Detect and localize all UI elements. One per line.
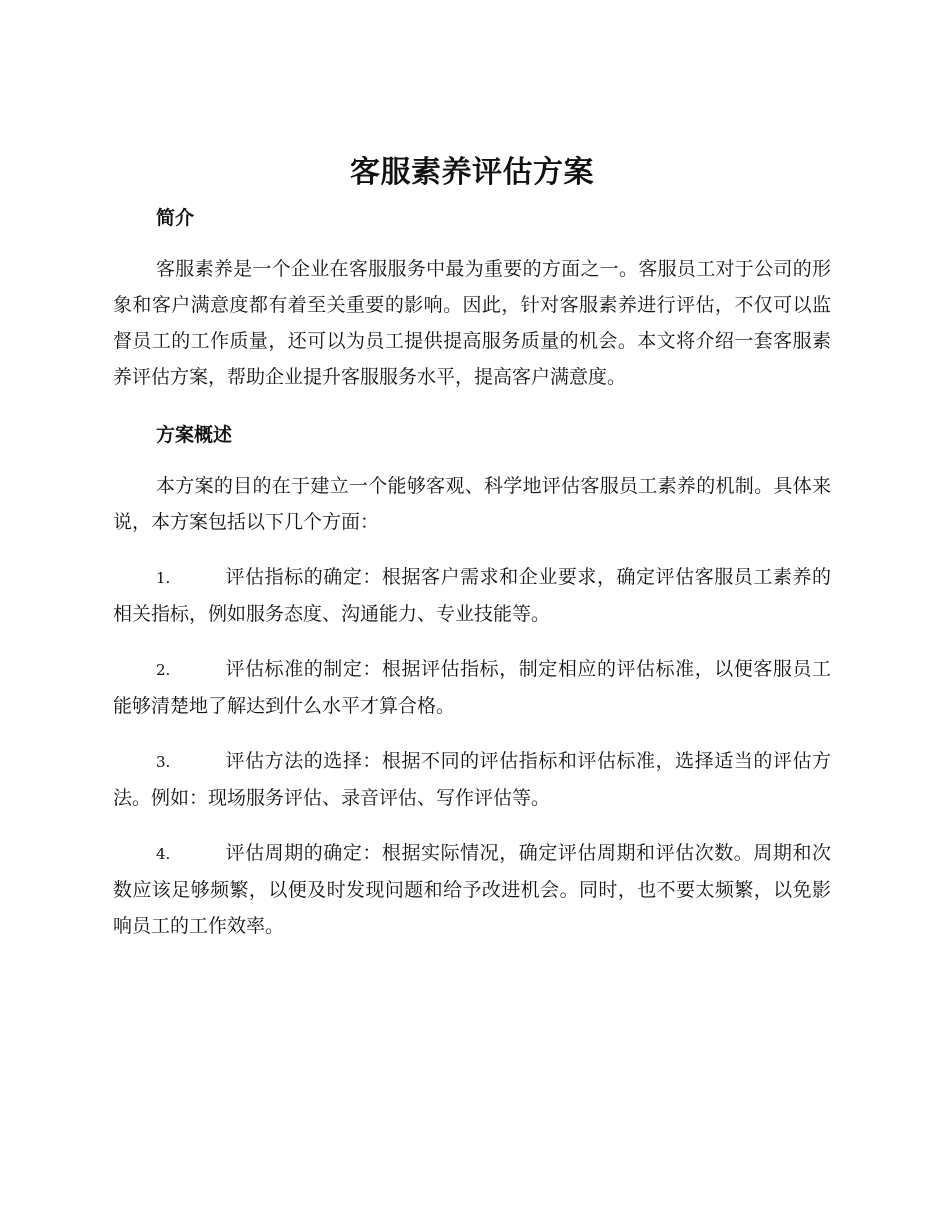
list-item-text: 评估指标的确定：根据客户需求和企业要求，确定评估客服员工素养的相关指标，例如服务态度、沟通能力、专业技能等。 [113, 566, 831, 625]
list-item [113, 835, 831, 944]
list-item-text: 评估方法的选择：根据不同的评估指标和评估标准，选择适当的评估方法。例如：现场服务评估、录音评估、写作评估等。 [113, 750, 831, 809]
overview-paragraph: 本方案的目的在于建立一个能够客观、科学地评估客服员工素养的机制。具体来说，本方案包括以下几个方面： [113, 475, 831, 533]
document-page [113, 150, 831, 944]
section-heading-overview: 方案概述 [156, 424, 233, 446]
list-item [113, 651, 831, 724]
list-item-number: 4. [156, 845, 171, 863]
document-title: 客服素养评估方案 [350, 155, 594, 190]
list-item-number: 2. [156, 661, 171, 679]
list-item-number: 3. [156, 753, 171, 771]
list-item-text: 评估周期的确定：根据实际情况，确定评估周期和评估次数。周期和次数应该足够频繁，以便及时发现问题和给予改进机会。同时，也不要太频繁，以免影响员工的工作效率。 [113, 842, 831, 937]
list-item-text: 评估标准的制定：根据评估指标，制定相应的评估标准，以便客服员工能够清楚地了解达到什么水平才算合格。 [113, 658, 831, 717]
list-item [113, 743, 831, 816]
section-heading-intro: 简介 [156, 207, 195, 229]
intro-paragraph: 客服素养是一个企业在客服服务中最为重要的方面之一。客服员工对于公司的形象和客户满意度都有着至关重要的影响。因此，针对客服素养进行评估，不仅可以监督员工的工作质量，还可以为员工提供提高服务质量的机会。本文将介绍一套客服素养评估方案，帮助企业提升客服服务水平，提高客户满意度。 [113, 258, 831, 388]
list-item-number: 1. [156, 569, 171, 587]
list-item [113, 559, 831, 632]
